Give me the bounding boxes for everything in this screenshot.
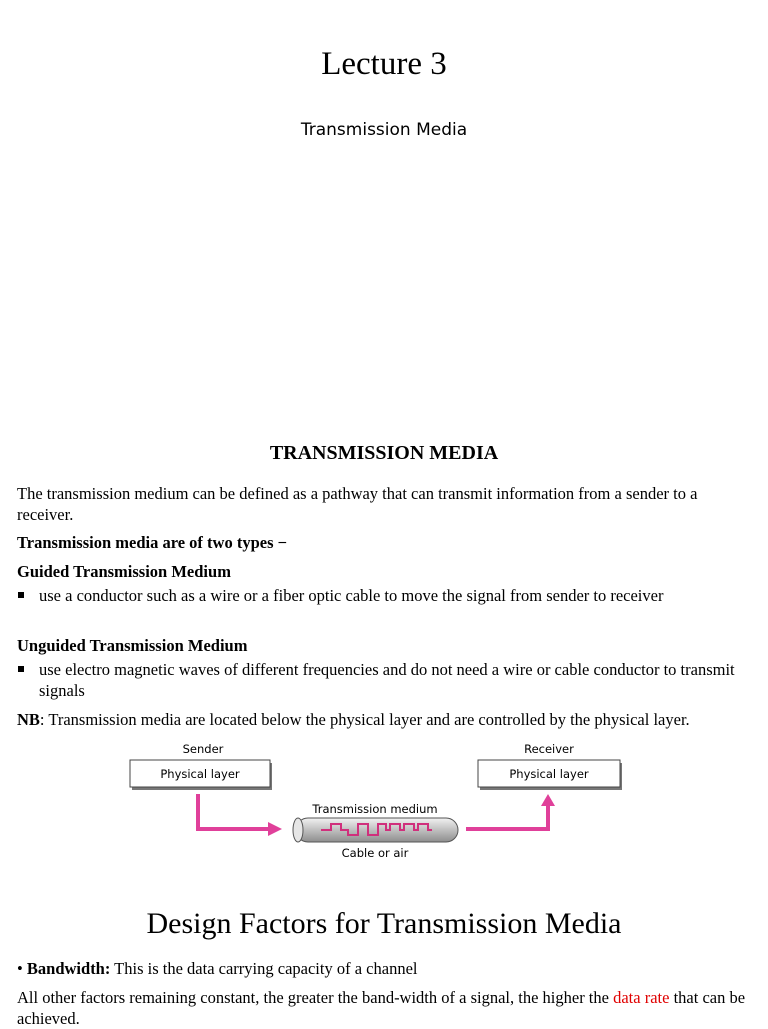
bullet-dot-icon: • — [17, 959, 27, 978]
sender-arrowhead-icon — [268, 822, 282, 836]
unguided-bullet — [17, 659, 757, 701]
medium-caption: Cable or air — [341, 846, 409, 860]
types-intro: Transmission media are of two types − — [17, 533, 288, 552]
bandwidth-text: This is the data carrying capacity of a channel — [110, 959, 418, 978]
note-paragraph — [17, 709, 757, 730]
unguided-heading: Unguided Transmission Medium — [17, 636, 248, 655]
section-heading: TRANSMISSION MEDIA — [269, 442, 499, 464]
transmission-diagram — [128, 738, 628, 864]
receiver-label: Receiver — [524, 742, 574, 756]
receiver-arrowhead-icon — [541, 794, 555, 806]
bullet-square-icon — [18, 666, 24, 672]
unguided-bullet-text: use electro magnetic waves of different frequencies and do not need a wire or cable conductor to transmit signals — [39, 660, 735, 700]
bandwidth-label: Bandwidth: — [26, 959, 111, 978]
bandwidth-bullet — [17, 958, 757, 979]
guided-bullet — [17, 585, 757, 606]
guided-heading: Guided Transmission Medium — [17, 562, 231, 581]
data-rate-highlight: data rate — [613, 988, 670, 1007]
design-factors-heading: Design Factors for Transmission Media — [146, 907, 622, 940]
receiver-box-label: Physical layer — [509, 767, 589, 781]
bullet-square-icon — [18, 592, 24, 598]
note-text: : Transmission media are located below the physical layer and are controlled by the physical layer. — [39, 710, 690, 729]
sender-arrow-line — [198, 794, 268, 829]
design-paragraph — [17, 987, 757, 1029]
sender-label: Sender — [182, 742, 224, 756]
lecture-subtitle: Transmission Media — [300, 120, 468, 140]
lecture-title: Lecture 3 — [321, 46, 447, 82]
cable-end-cap — [293, 818, 303, 842]
design-paragraph-end: that can be achieved. — [17, 988, 746, 1028]
guided-bullet-text: use a conductor such as a wire or a fiber optic cable to move the signal from sender to receiver — [39, 586, 664, 605]
receiver-arrow-line — [466, 806, 548, 829]
definition-paragraph: The transmission medium can be defined as a pathway that can transmit information from a sender to a receiver. — [17, 484, 698, 524]
sender-box-label: Physical layer — [160, 767, 240, 781]
note-label: NB — [17, 710, 40, 729]
design-paragraph-start: All other factors remaining constant, the greater the band-width of a signal, the higher the — [17, 988, 609, 1007]
medium-label: Transmission medium — [312, 802, 438, 816]
